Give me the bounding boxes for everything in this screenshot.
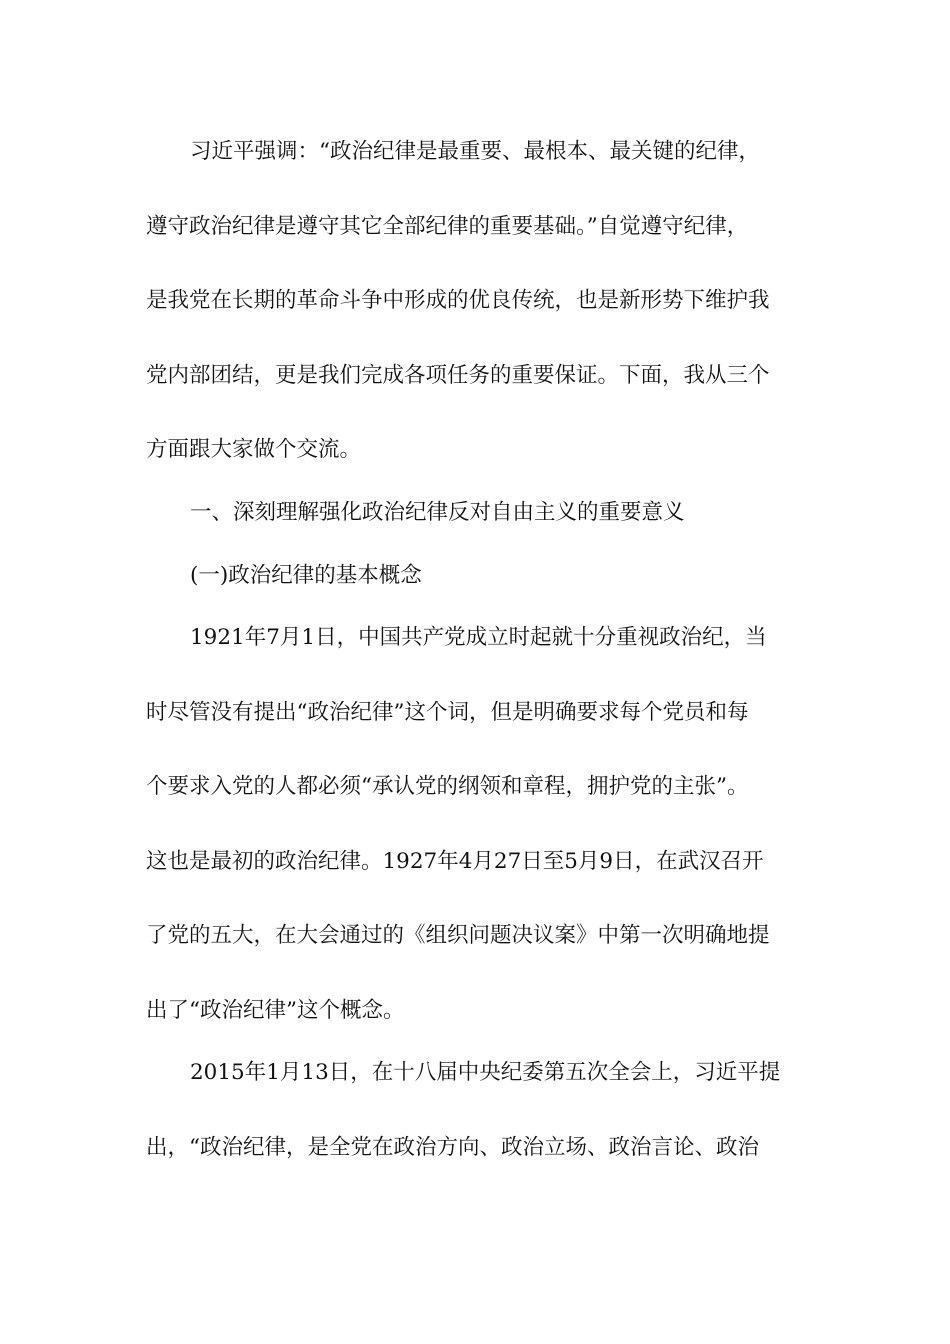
paragraph-2-line-6: 出了“政治纪律”这个概念。 xyxy=(146,998,405,1023)
paragraph-1-line-2: 遵守政治纪律是遵守其它全部纪律的重要基础。”自觉遵守纪律， xyxy=(146,214,749,239)
paragraph-1-line-3: 是我党在长期的革命斗争中形成的优良传统，也是新形势下维护我 xyxy=(146,288,770,313)
paragraph-1-line-1: 习近平强调：“政治纪律是最重要、最根本、最关键的纪律， xyxy=(190,139,760,164)
paragraph-2-line-2: 时尽管没有提出“政治纪律”这个词，但是明确要求每个党员和每 xyxy=(146,700,749,725)
paragraph-1-line-4: 党内部团结，更是我们完成各项任务的重要保证。下面，我从三个 xyxy=(146,363,770,388)
paragraph-3-line-1: 2015年1月13日，在十八届中央纪委第五次全会上，习近平提 xyxy=(190,1060,781,1085)
paragraph-2-line-4: 这也是最初的政治纪律。1927年4月27日至5月9日，在武汉召开 xyxy=(146,849,764,874)
paragraph-3-line-2: 出，“政治纪律，是全党在政治方向、政治立场、政治言论、政治 xyxy=(146,1135,759,1160)
paragraph-2-line-3: 个要求入党的人都必须“承认党的纲领和章程，拥护党的主张”。 xyxy=(146,774,749,799)
paragraph-2-line-5: 了党的五大，在大会通过的《组织问题决议案》中第一次明确地提 xyxy=(146,923,770,948)
paragraph-1-line-5: 方面跟大家做个交流。 xyxy=(146,437,362,462)
subsection-heading: (一)政治纪律的基本概念 xyxy=(190,563,422,588)
section-heading: 一、深刻理解强化政治纪律反对自由主义的重要意义 xyxy=(190,500,685,525)
paragraph-2-line-1: 1921年7月1日，中国共产党成立时起就十分重视政治纪，当 xyxy=(190,625,767,650)
